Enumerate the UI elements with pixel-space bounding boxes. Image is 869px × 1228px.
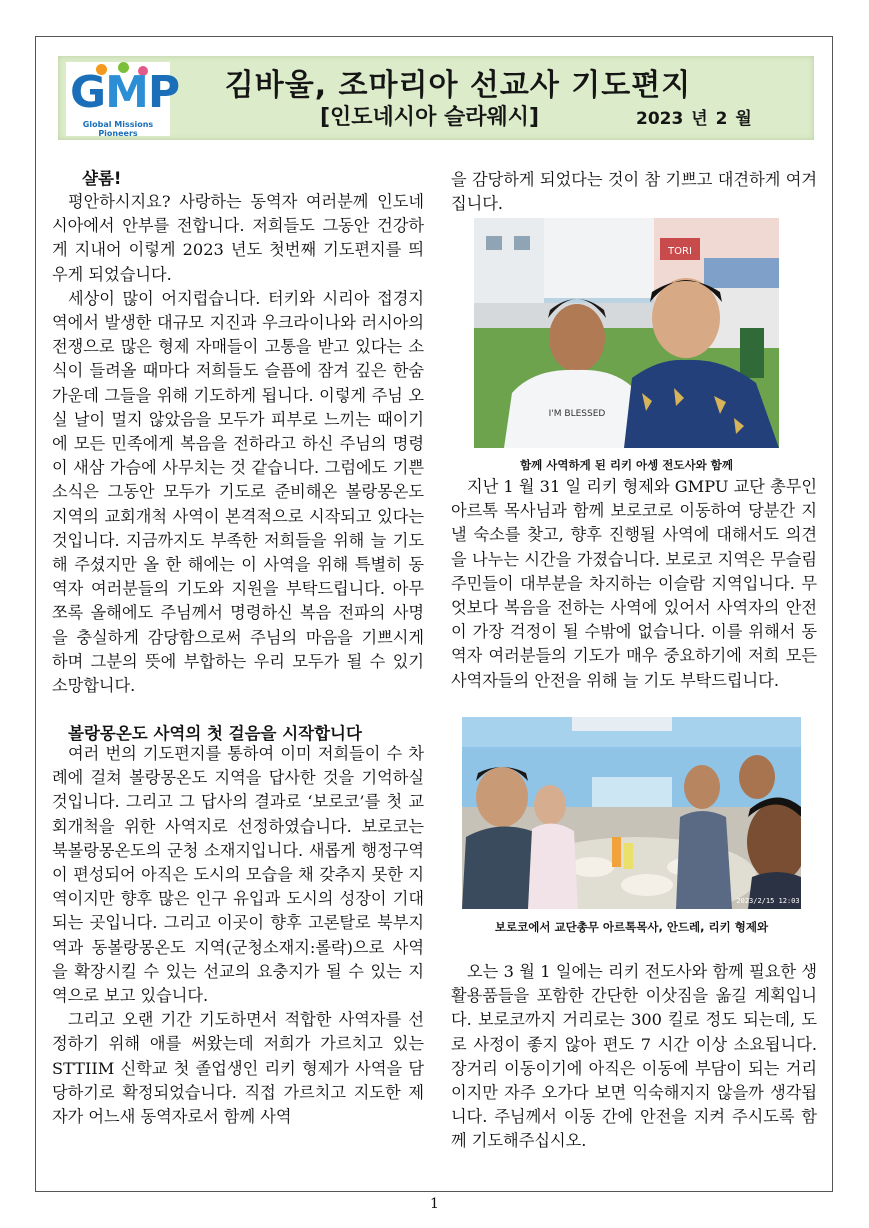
svg-text:TORI: TORI: [668, 246, 692, 257]
photo-selfie: [474, 218, 779, 448]
left-text-part-1: [52, 190, 424, 698]
photo-group-illustration: [462, 717, 801, 909]
letter-date: 2023 년 2 월: [636, 109, 752, 129]
photo-selfie-illustration: [474, 218, 779, 448]
logo-subtitle: Global Missions Pioneers: [82, 120, 154, 138]
paragraph-3: 여러 번의 기도편지를 통하여 이미 저희들이 수 차례에 걸쳐 볼랑몽온도 지역을 답사한 것을 기억하실 것입니다. 그리고 그 답사의 결과로 ‘보로코’를 첫 교회개척을 위한 사역지로 선정하였습니다. 보로코는 북볼랑몽온도의 군청 소재지입니다. 새롭게 행정구역이 편성되어 아직은 도시의 모습을 채 갖추지 못한 지역이지만 향후 많은 인구 유입과 도시의 성장이 기대되는 곳입니다. 그리고 이곳이 향후 고론탈로 북부지역과 동볼랑몽온도 지역(군청소재지:롤락)으로 사역을 확장시킬 수 있는 선교의 요충지가 될 수 있는 지역으로 보고 있습니다.: [52, 744, 424, 1006]
page-subtitle: [인도네시아 슬라웨시]: [320, 105, 540, 130]
paragraph-4: 그리고 오랜 기간 기도하면서 적합한 사역자를 선정하기 위해 애를 써왔는데 저희가 가르치고 있는 STTIIM 신학교 첫 졸업생인 리키 형제가 사역을 담당하기로 확정되었습니다. 직접 가르치고 지도한 제자가 어느새 동역자로서 함께 사역: [52, 1010, 424, 1127]
greeting: 샬롬!: [82, 169, 122, 188]
page-number: 1: [430, 1196, 439, 1212]
paragraph-1: 평안하시지요? 사랑하는 동역자 여러분께 인도네시아에서 안부를 전합니다. 저희들도 그동안 건강하게 지내어 이렇게 2023 년도 첫번째 기도편지를 띄우게 되었습니다.: [52, 192, 424, 284]
paragraph-6: 오는 3 월 1 일에는 리키 전도사와 함께 필요한 생활용품들을 포함한 간단한 이삿짐을 옮길 계획입니다. 보로코까지 거리로는 300 킬로 정도 되는데, 도로 사정이 좋지 않아 편도 7 시간 이상 소요됩니다. 장거리 이동이기에 아직은 이동에 부담이 되는 거리이지만 자주 오가다 보면 익숙해지지 않을까 생각됩니다. 주님께서 이동 간에 안전을 지켜 주시도록 함께 기도해주십시오.: [451, 962, 817, 1151]
right-text-part-1: [451, 168, 817, 216]
left-text-part-2: [52, 742, 424, 1129]
paragraph-2: 세상이 많이 어지럽습니다. 터키와 시리아 접경지역에서 발생한 대규모 지진과 우크라이나와 러시아의 전쟁으로 많은 형제 자매들이 고통을 받고 있다는 소식이 들려올 때마다 저희들도 슬픔에 잠겨 깊은 한숨 가운데 그들을 위해 기도하게 됩니다. 이렇게 주님 오실 날이 멀지 않았음을 모두가 피부로 느끼는 때이기에 모든 민족에게 복음을 전하라고 하신 주님의 명령이 새삼 가슴에 사무치는 것 같습니다. 그럼에도 기쁜 소식은 그동안 모두가 기도로 준비해온 볼랑몽온도 지역의 교회개척 사역이 본격적으로 시작되고 있다는 것입니다. 지금까지도 부족한 저희들을 위해 늘 기도해 주셨지만 올 한 해에는 이 사역을 위해 특별히 동역자 여러분들의 기도와 지원을 부탁드립니다. 아무쪼록 올해에도 주님께서 명령하신 복음 전파의 사명을 충실하게 감당함으로써 주님의 마음을 기쁘시게 하며 그분의 뜻에 부합하는 우리 모두가 될 수 있기 소망합니다.: [52, 288, 424, 696]
section-heading: 볼랑몽온도 사역의 첫 걸음을 시작합니다: [68, 724, 362, 743]
svg-text:2023/2/15 12:03: 2023/2/15 12:03: [736, 897, 800, 905]
svg-text:I'M BLESSED: I'M BLESSED: [548, 409, 606, 419]
logo-letters: GMP: [70, 67, 180, 118]
page-title: 김바울, 조마리아 선교사 기도편지: [224, 68, 692, 103]
photo-group-meal: [462, 717, 801, 909]
right-text-part-3: [451, 960, 817, 1154]
photo-2-caption: 보로코에서 교단총무 아르톡목사, 안드레, 리키 형제와: [494, 920, 769, 934]
paragraph-continued: 을 감당하게 되었다는 것이 참 기쁘고 대견하게 여겨집니다.: [451, 170, 817, 214]
paragraph-5: 지난 1 월 31 일 리키 형제와 GMPU 교단 총무인 아르톡 목사님과 함께 보로코로 이동하여 당분간 지낼 숙소를 찾고, 향후 진행될 사역에 대해서도 의견을 나누는 시간을 가졌습니다. 보로코 지역은 무슬림 주민들이 대부분을 차지하는 이슬람 지역입니다. 무엇보다 복음을 전하는 사역에 있어서 사역자의 안전이 가장 걱정이 될 수밖에 없습니다. 이를 위해서 동역자 여러분들의 기도가 매우 중요하기에 저희 모든 사역자들의 안전을 위해 늘 기도 부탁드립니다.: [451, 477, 817, 690]
right-text-part-2: [451, 475, 817, 693]
gmp-logo: [66, 62, 180, 138]
photo-1-caption: 함께 사역하게 된 리키 아셍 전도사와 함께: [520, 458, 733, 472]
